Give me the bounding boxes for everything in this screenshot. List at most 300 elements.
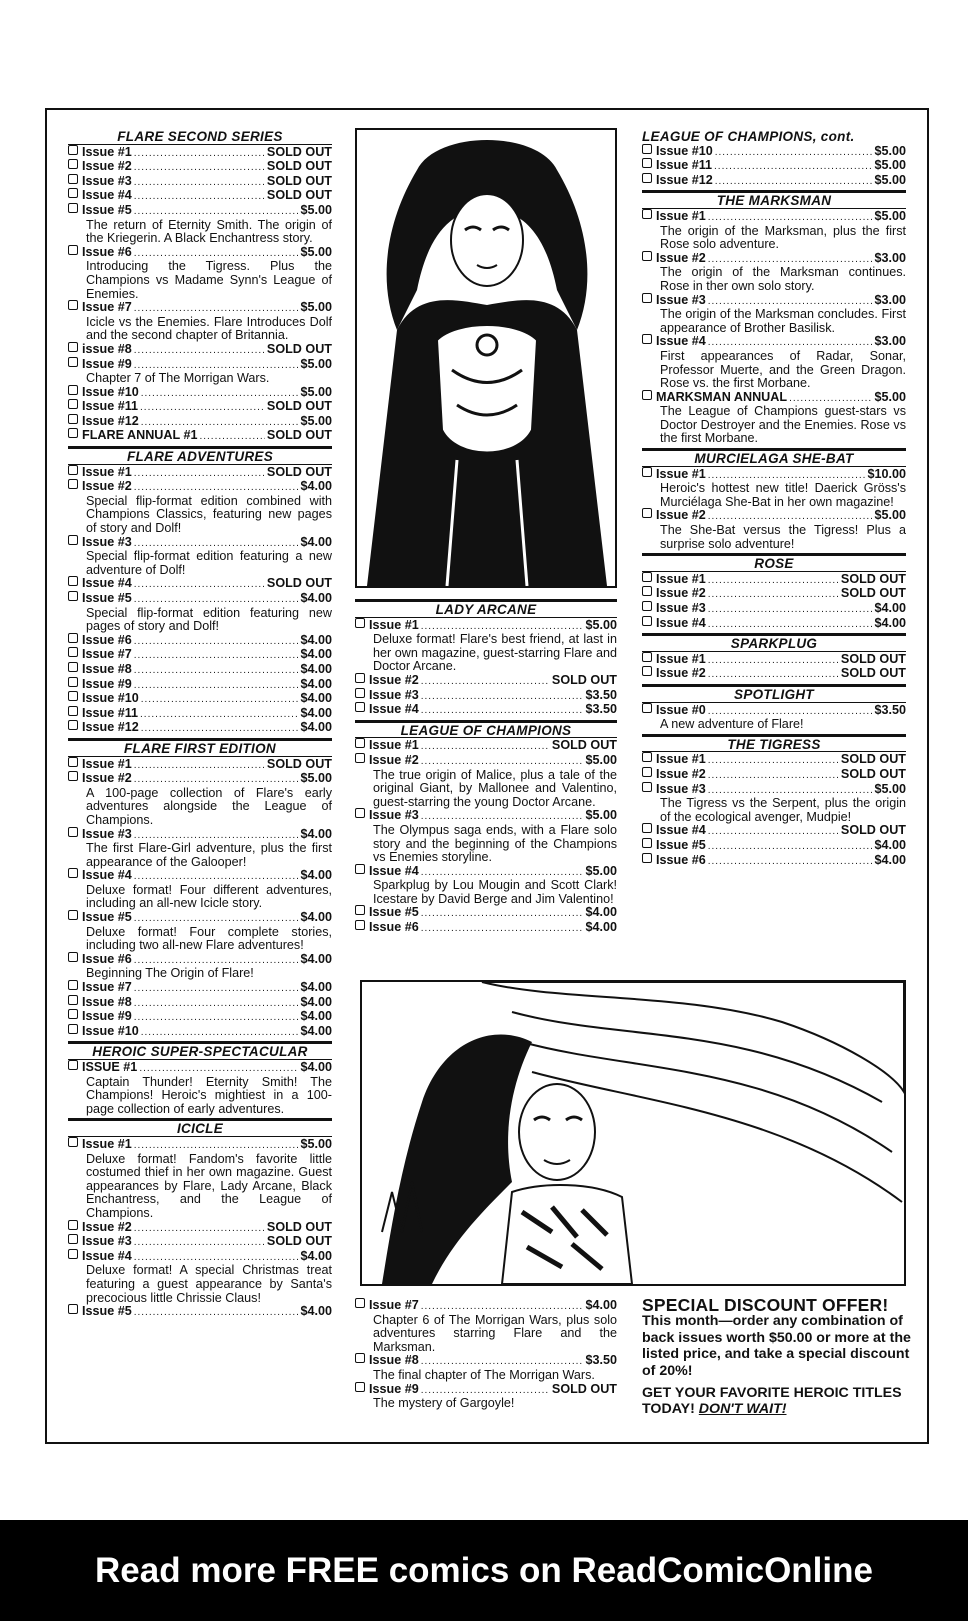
checkbox-icon[interactable] — [68, 591, 78, 601]
catalog-column-middle-bottom — [355, 1299, 617, 1411]
offer-headline: SPECIAL DISCOUNT OFFER! — [642, 1295, 889, 1315]
dot-leader — [134, 982, 299, 996]
issue-name: Issue #1 — [82, 1136, 132, 1151]
issue-row — [642, 824, 906, 839]
issue-description: The final chapter of The Morrigan Wars. — [373, 1367, 595, 1382]
checkbox-icon[interactable] — [68, 399, 78, 409]
issue-row — [68, 828, 332, 843]
issue-price: SOLD OUT — [266, 159, 332, 174]
checkbox-icon[interactable] — [68, 357, 78, 367]
issue-name: Issue #11 — [82, 399, 139, 414]
issue-row — [642, 602, 906, 617]
section-title: LEAGUE OF CHAMPIONS — [355, 720, 617, 739]
issue-price: $4.00 — [300, 632, 332, 647]
checkbox-icon[interactable] — [355, 688, 365, 698]
dot-leader — [134, 1222, 265, 1236]
issue-row — [68, 480, 332, 495]
issue-row — [642, 468, 906, 483]
checkbox-icon[interactable] — [68, 342, 78, 352]
dot-leader — [708, 588, 839, 602]
dot-leader — [199, 430, 264, 444]
checkbox-icon[interactable] — [68, 1009, 78, 1019]
dot-leader — [708, 336, 873, 350]
checkbox-icon[interactable] — [68, 1220, 78, 1230]
checkbox-icon[interactable] — [68, 245, 78, 255]
checkbox-icon[interactable] — [355, 618, 365, 628]
issue-name: Issue #7 — [82, 300, 132, 315]
issue-name: Issue #2 — [369, 752, 419, 767]
issue-name: Issue #5 — [82, 202, 132, 217]
issue-row — [642, 854, 906, 869]
dot-leader — [708, 855, 873, 869]
issue-row — [68, 146, 332, 161]
checkbox-icon[interactable] — [355, 864, 365, 874]
dot-leader — [708, 840, 873, 854]
checkbox-icon[interactable] — [642, 838, 652, 848]
issue-price: $5.00 — [585, 617, 617, 632]
section-title: HEROIC SUPER-SPECTACULAR — [68, 1041, 332, 1060]
promo-footer-banner[interactable] — [0, 1520, 968, 1621]
dot-leader — [708, 211, 873, 225]
issue-price: $4.00 — [300, 1304, 332, 1319]
issue-description: The League of Champions guest-stars vs Doctor Destroyer and the Enemies. Rose vs the first Morbane. — [660, 404, 906, 446]
checkbox-icon[interactable] — [68, 647, 78, 657]
dot-leader — [134, 912, 299, 926]
issue-price: $4.00 — [300, 720, 332, 735]
issue-name: Issue #10 — [82, 691, 139, 706]
issue-name: Issue #9 — [82, 676, 132, 691]
checkbox-icon[interactable] — [355, 905, 365, 915]
checkbox-icon[interactable] — [642, 752, 652, 762]
issue-price: $4.00 — [300, 910, 332, 925]
checkbox-icon[interactable] — [642, 293, 652, 303]
issue-price: $4.00 — [300, 1248, 332, 1263]
issue-row — [355, 689, 617, 704]
issue-name: Issue #5 — [656, 837, 706, 852]
issue-name: Issue #4 — [656, 334, 706, 349]
issue-row — [68, 536, 332, 551]
issue-row — [642, 174, 906, 189]
offer-body: This month—order any combination of back issues worth $50.00 or more at the listed price, and take a special discount of 20%! — [642, 1313, 911, 1379]
issue-row — [642, 335, 906, 350]
dot-leader — [421, 704, 584, 718]
dot-leader — [140, 708, 298, 722]
issue-price: $4.00 — [300, 647, 332, 662]
checkbox-icon[interactable] — [642, 853, 652, 863]
issue-name: Issue #7 — [82, 647, 132, 662]
issue-price: $5.00 — [300, 244, 332, 259]
issue-name: Issue #5 — [82, 591, 132, 605]
issue-name: Issue #4 — [369, 702, 419, 717]
issue-name: Issue #2 — [82, 771, 132, 786]
checkbox-icon[interactable] — [68, 428, 78, 438]
checkbox-icon[interactable] — [68, 771, 78, 781]
issue-price: SOLD OUT — [266, 144, 332, 159]
dot-leader — [708, 825, 839, 839]
catalog-column-left — [68, 128, 332, 1320]
checkbox-icon[interactable] — [355, 1298, 365, 1308]
dot-leader — [708, 603, 873, 617]
issue-price: $10.00 — [867, 466, 906, 481]
issue-price: SOLD OUT — [266, 341, 332, 356]
dot-leader — [715, 146, 873, 160]
dot-leader — [134, 578, 265, 592]
dot-leader — [789, 392, 872, 406]
dot-leader — [134, 870, 299, 884]
dot-leader — [134, 302, 299, 316]
checkbox-icon[interactable] — [68, 706, 78, 716]
issue-row — [68, 1305, 332, 1320]
checkbox-icon[interactable] — [68, 677, 78, 687]
issue-name: Issue #3 — [369, 687, 419, 702]
checkbox-icon[interactable] — [642, 586, 652, 596]
issue-row — [68, 707, 332, 722]
issue-row — [68, 246, 332, 261]
checkbox-icon[interactable] — [68, 720, 78, 730]
issue-price: SOLD OUT — [266, 576, 332, 591]
issue-name: Issue #6 — [369, 920, 419, 935]
issue-description: Chapter 6 of The Morrigan Wars, plus solo adventures starring Flare and the Marksman. — [373, 1312, 617, 1354]
issue-row — [68, 981, 332, 996]
issue-row — [642, 768, 906, 783]
checkbox-icon[interactable] — [68, 1024, 78, 1034]
checkbox-icon[interactable] — [642, 703, 652, 713]
issue-row — [68, 386, 332, 401]
dot-leader — [134, 161, 265, 175]
issue-name: Issue #10 — [82, 384, 139, 399]
issue-name: Issue #3 — [82, 173, 132, 188]
checkbox-icon[interactable] — [68, 385, 78, 395]
issue-price: SOLD OUT — [266, 399, 332, 414]
dot-leader — [421, 922, 584, 936]
issue-description: The mystery of Gargoyle! — [373, 1396, 515, 1411]
checkbox-icon[interactable] — [355, 702, 365, 712]
issue-price: SOLD OUT — [551, 672, 617, 687]
issue-row — [355, 809, 617, 824]
checkbox-icon[interactable] — [68, 535, 78, 545]
issue-price: SOLD OUT — [840, 651, 906, 666]
issue-row — [642, 159, 906, 174]
issue-price: $3.50 — [585, 702, 617, 717]
issue-row — [68, 996, 332, 1011]
issue-name: Issue #8 — [82, 661, 132, 676]
issue-name: Issue #6 — [656, 852, 706, 867]
issue-price: $5.00 — [300, 771, 332, 786]
checkbox-icon[interactable] — [68, 159, 78, 169]
checkbox-icon[interactable] — [642, 390, 652, 400]
issue-description: Heroic's hottest new title! Daerick Gröss's Murciélaga She-Bat in her own magazine! — [660, 481, 906, 509]
issue-row — [68, 953, 332, 968]
issue-description: The return of Eternity Smith. The origin of the Kriegerin. A Black Enchantress story. — [86, 217, 332, 246]
issue-price: $4.00 — [300, 591, 332, 605]
issue-price: $4.00 — [585, 1298, 617, 1312]
issue-name: Issue #3 — [656, 781, 706, 796]
checkbox-icon[interactable] — [68, 980, 78, 990]
issue-description: Special flip-format edition featuring a new adventure of Dolf! — [86, 549, 332, 577]
issue-description: Introducing the Tigress. Plus the Champions vs Madame Synn's League of Enemies. — [86, 259, 332, 301]
dot-leader — [708, 769, 839, 783]
issue-name: Issue #1 — [369, 738, 419, 753]
issue-row — [355, 619, 617, 634]
issue-price: $5.00 — [300, 300, 332, 315]
issue-name: Issue #11 — [82, 705, 139, 720]
checkbox-icon[interactable] — [68, 203, 78, 213]
checkbox-icon[interactable] — [642, 767, 652, 777]
issue-price: SOLD OUT — [840, 766, 906, 781]
dot-leader — [421, 866, 584, 880]
issue-description: Beginning The Origin of Flare! — [86, 966, 254, 981]
issue-row — [642, 252, 906, 267]
issue-price: $4.00 — [874, 601, 906, 615]
issue-price: $5.00 — [874, 508, 906, 523]
issue-name: Issue #4 — [656, 823, 706, 838]
issue-row — [68, 772, 332, 787]
dot-leader — [139, 1062, 298, 1076]
checkbox-icon[interactable] — [68, 300, 78, 310]
issue-price: $3.50 — [874, 702, 906, 717]
issue-price: $3.00 — [874, 334, 906, 349]
issue-row — [68, 358, 332, 373]
issue-row — [68, 869, 332, 884]
issue-description: Deluxe format! Four complete stories, including two all-new Flare adventures! — [86, 924, 332, 953]
issue-name: Issue #2 — [82, 159, 132, 174]
checkbox-icon[interactable] — [68, 868, 78, 878]
issue-name: Issue #4 — [82, 188, 132, 203]
issue-price: $4.00 — [300, 951, 332, 966]
dot-leader — [134, 190, 265, 204]
issue-name: Issue #3 — [82, 534, 132, 549]
issue-row — [355, 1299, 617, 1314]
dot-leader — [141, 1026, 299, 1040]
dot-leader — [708, 618, 873, 632]
issue-price: $5.00 — [300, 202, 332, 217]
issue-price: SOLD OUT — [266, 464, 332, 479]
dot-leader — [134, 205, 299, 219]
dot-leader — [708, 295, 873, 309]
checkbox-icon[interactable] — [68, 145, 78, 155]
issue-price: $4.00 — [300, 980, 332, 995]
issue-description: The origin of the Marksman, plus the first Rose solo adventure. — [660, 223, 906, 252]
dot-leader — [708, 754, 839, 768]
issue-name: Issue #2 — [82, 479, 132, 494]
issue-description: Captain Thunder! Eternity Smith! The Champions! Heroic's mightiest in a 100-page collection of early adventures. — [86, 1074, 332, 1116]
checkbox-icon[interactable] — [68, 691, 78, 701]
checkbox-icon[interactable] — [355, 738, 365, 748]
checkbox-icon[interactable] — [68, 827, 78, 837]
issue-price: $5.00 — [300, 384, 332, 399]
checkbox-icon[interactable] — [68, 757, 78, 767]
dot-leader — [134, 954, 299, 968]
issue-price: $3.50 — [585, 687, 617, 702]
issue-name: Issue #1 — [82, 756, 132, 771]
checkbox-icon[interactable] — [68, 174, 78, 184]
issue-row — [642, 704, 906, 719]
issue-price: $5.00 — [585, 808, 617, 823]
issue-name: Issue #1 — [656, 571, 706, 586]
issue-price: $5.00 — [874, 208, 906, 223]
issue-row — [355, 921, 617, 936]
checkbox-icon[interactable] — [68, 465, 78, 475]
issue-name: Issue #9 — [82, 356, 132, 371]
checkbox-icon[interactable] — [68, 414, 78, 424]
checkbox-icon[interactable] — [642, 601, 652, 611]
issue-price: SOLD OUT — [266, 1234, 332, 1249]
issue-name: Issue #3 — [82, 826, 132, 841]
dot-leader — [134, 537, 299, 551]
issue-price: SOLD OUT — [266, 756, 332, 771]
checkbox-icon[interactable] — [68, 662, 78, 672]
issue-row — [68, 692, 332, 707]
dot-leader — [421, 907, 584, 921]
dot-leader — [134, 467, 265, 481]
checkbox-icon[interactable] — [642, 209, 652, 219]
issue-name: Issue #8 — [369, 1353, 419, 1368]
issue-price: $4.00 — [300, 705, 332, 720]
issue-name: Issue #6 — [82, 951, 132, 966]
checkbox-icon[interactable] — [68, 952, 78, 962]
checkbox-icon[interactable] — [642, 782, 652, 792]
issue-name: Issue #2 — [656, 766, 706, 781]
checkbox-icon[interactable] — [642, 508, 652, 518]
issue-price: $5.00 — [300, 356, 332, 371]
issue-name: Issue #5 — [369, 905, 419, 920]
checkbox-icon[interactable] — [68, 479, 78, 489]
checkbox-icon[interactable] — [642, 334, 652, 344]
dot-leader — [141, 416, 299, 430]
issue-row — [642, 509, 906, 524]
issue-price: $5.00 — [585, 863, 617, 878]
checkbox-icon[interactable] — [355, 1353, 365, 1363]
checkbox-icon[interactable] — [642, 616, 652, 626]
checkbox-icon[interactable] — [68, 576, 78, 586]
section-title: LADY ARCANE — [355, 599, 617, 618]
issue-description: Deluxe format! Four different adventures, including an all-new Icicle story. — [86, 882, 332, 911]
checkbox-icon[interactable] — [642, 144, 652, 154]
issue-price: $4.00 — [300, 826, 332, 841]
issue-name: Issue #1 — [656, 752, 706, 767]
issue-row — [68, 415, 332, 430]
dot-leader — [134, 635, 299, 649]
issue-price: $4.00 — [300, 479, 332, 494]
issue-row — [68, 175, 332, 190]
issue-row — [68, 648, 332, 663]
catalog-column-right — [642, 128, 906, 868]
issue-description: The true origin of Malice, plus a tale of the original Giant, by Mallonee and Valentino, guest-starring the young Doctor Arcane. — [373, 767, 617, 809]
issue-row — [68, 429, 332, 444]
checkbox-icon[interactable] — [355, 808, 365, 818]
footer-text[interactable]: Read more FREE comics on ReadComicOnline — [95, 1550, 873, 1590]
issue-description: The origin of the Marksman continues. Rose in ther own solo story. — [660, 265, 906, 293]
checkbox-icon[interactable] — [355, 920, 365, 930]
issue-price: $5.00 — [874, 172, 906, 187]
issue-row — [68, 1010, 332, 1025]
issue-row — [642, 145, 906, 160]
issue-row — [68, 1235, 332, 1250]
checkbox-icon[interactable] — [68, 1060, 78, 1070]
dot-leader — [714, 160, 872, 174]
checkbox-icon[interactable] — [355, 1382, 365, 1392]
issue-description: The first Flare-Girl adventure, plus the first appearance of the Galooper! — [86, 841, 332, 869]
checkbox-icon[interactable] — [642, 158, 652, 168]
dot-leader — [134, 1306, 299, 1320]
checkbox-icon[interactable] — [68, 1234, 78, 1244]
issue-name: Issue #12 — [82, 720, 139, 735]
checkbox-icon[interactable] — [642, 652, 652, 662]
issue-row — [355, 906, 617, 921]
dot-leader — [134, 664, 299, 678]
issue-price: $3.00 — [874, 292, 906, 307]
checkbox-icon[interactable] — [68, 188, 78, 198]
checkbox-icon[interactable] — [68, 995, 78, 1005]
issue-row — [68, 1025, 332, 1040]
issue-name: Issue #1 — [369, 617, 419, 632]
dot-leader — [421, 620, 584, 634]
issue-description: A new adventure of Flare! — [660, 717, 804, 732]
checkbox-icon[interactable] — [642, 467, 652, 477]
issue-row — [68, 663, 332, 678]
checkbox-icon[interactable] — [68, 910, 78, 920]
issue-description: Deluxe format! A special Christmas treat featuring a guest appearance by Santa's precocious little Chrissie Claus! — [86, 1263, 332, 1305]
issue-price: $4.00 — [300, 1009, 332, 1024]
dot-leader — [708, 574, 839, 588]
checkbox-icon[interactable] — [68, 633, 78, 643]
issue-row — [642, 294, 906, 309]
issue-row — [642, 617, 906, 632]
checkbox-icon[interactable] — [642, 572, 652, 582]
section-title: SPOTLIGHT — [642, 684, 906, 703]
checkbox-icon[interactable] — [642, 173, 652, 183]
lady-arcane-illustration — [355, 128, 617, 588]
issue-name: Issue #9 — [82, 1009, 132, 1024]
checkbox-icon[interactable] — [68, 1249, 78, 1259]
issue-name: Issue #8 — [82, 994, 132, 1009]
issue-row — [642, 587, 906, 602]
offer-cta-text: GET YOUR FAVORITE HEROIC TITLES TODAY! — [642, 1385, 902, 1418]
issue-price: $4.00 — [874, 852, 906, 867]
checkbox-icon[interactable] — [642, 823, 652, 833]
offer-cta-emphasis: DON'T WAIT! — [698, 1401, 787, 1418]
dot-leader — [134, 759, 265, 773]
section-title: THE TIGRESS — [642, 734, 906, 753]
dot-leader — [134, 247, 299, 261]
checkbox-icon[interactable] — [68, 1137, 78, 1147]
checkbox-icon[interactable] — [355, 753, 365, 763]
issue-price: $5.00 — [300, 413, 332, 428]
issue-row — [642, 391, 906, 406]
issue-description: First appearances of Radar, Sonar, Professor Muerte, and the Green Dragon. Rose vs. the first Morbane. — [660, 348, 906, 391]
issue-price: $4.00 — [300, 1023, 332, 1038]
issue-name: Issue #7 — [369, 1298, 419, 1312]
dot-leader — [708, 654, 839, 668]
section-title: MURCIELAGA SHE-BAT — [642, 448, 906, 467]
issue-name: Issue #11 — [656, 158, 713, 173]
issue-row — [68, 189, 332, 204]
tigress-illustration — [360, 980, 906, 1286]
checkbox-icon[interactable] — [68, 1304, 78, 1314]
issue-price: SOLD OUT — [840, 586, 906, 601]
issue-description: Deluxe format! Fandom's favorite little costumed thief in her own magazine. Guest appearances by Flare, Lady Arcane, Black Enchantress, and the League of Champions. — [86, 1151, 332, 1220]
issue-description: The Tigress vs the Serpent, plus the origin of the ecological avenger, Mudpie! — [660, 796, 906, 824]
checkbox-icon[interactable] — [355, 673, 365, 683]
checkbox-icon[interactable] — [642, 666, 652, 676]
issue-description: Special flip-format edition combined with Champions Classics, featuring new pages of story and Dolf! — [86, 493, 332, 536]
checkbox-icon[interactable] — [642, 251, 652, 261]
issue-price: $4.00 — [300, 1060, 332, 1074]
issue-row — [642, 653, 906, 668]
section-title: ROSE — [642, 553, 906, 572]
issue-name: Issue #4 — [82, 576, 132, 591]
issue-name: FLARE ANNUAL #1 — [82, 428, 198, 443]
